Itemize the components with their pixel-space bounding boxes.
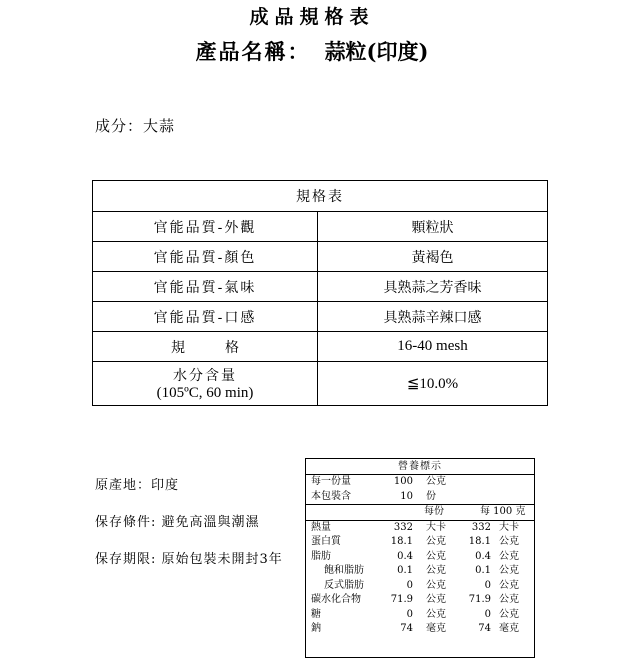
per-serving-value: 0	[406, 608, 413, 620]
moisture-label: 水分含量	[173, 368, 237, 384]
per-100g-value: 0	[484, 608, 491, 620]
per-serving-unit: 公克	[426, 608, 446, 620]
origin-line: 原產地：印度	[95, 478, 180, 493]
spec-table-caption: 規格表	[93, 181, 548, 212]
spec-value: 16-40 mesh	[318, 332, 548, 362]
per-100g-value: 71.9	[468, 594, 491, 605]
spec-row	[93, 212, 548, 242]
shelf-life-line: 保存期限: 原始包裝未開封3年	[95, 552, 283, 567]
serving-size-unit: 公克	[426, 476, 446, 487]
per-100g-value: 18.1	[468, 536, 491, 547]
per-serving-value: 332	[393, 521, 413, 533]
per-100g-unit: 公克	[499, 594, 519, 605]
servings-row	[306, 490, 534, 506]
ingredients-line: 成分：大蒜	[95, 117, 176, 135]
nutrition-rows	[306, 521, 534, 637]
per-serving-value: 18.1	[390, 536, 413, 547]
spec-value: 黃褐色	[318, 242, 548, 272]
per-serving-unit: 公克	[426, 579, 446, 591]
per-serving-unit: 毫克	[426, 623, 446, 634]
spec-row	[93, 272, 548, 302]
spec-value: 具熟蒜辛辣口感	[318, 302, 548, 332]
nutrient-name: 熱量	[311, 521, 331, 533]
spec-row	[93, 302, 548, 332]
nutrition-row	[306, 564, 534, 579]
serving-size-label: 每一份量	[311, 476, 351, 487]
per-serving-value: 71.9	[390, 594, 413, 605]
spec-item: 官能品質-外觀	[93, 212, 318, 242]
per-100g-value: 0.4	[475, 550, 491, 562]
nutrient-name: 糖	[311, 608, 321, 620]
nutrition-column-header	[306, 505, 534, 521]
per-serving-unit: 公克	[426, 550, 446, 562]
per-serving-value: 0.1	[397, 565, 413, 576]
serving-size-value: 100	[393, 476, 413, 487]
nutrition-title: 營養標示	[306, 459, 534, 475]
per-serving-unit: 公克	[426, 565, 446, 576]
nutrition-row	[306, 521, 534, 536]
servings-unit: 份	[426, 490, 436, 502]
moisture-value: ≦10.0%	[318, 362, 548, 406]
nutrition-row	[306, 550, 534, 565]
moisture-cell	[93, 362, 318, 406]
nutrient-name: 脂肪	[311, 550, 331, 562]
nutrition-row	[306, 608, 534, 623]
spec-row-moisture	[93, 362, 548, 406]
nutrition-row	[306, 579, 534, 594]
spec-item: 官能品質-顏色	[93, 242, 318, 272]
nutrition-row	[306, 593, 534, 608]
spec-value: 具熟蒜之芳香味	[318, 272, 548, 302]
per-100g-unit: 公克	[499, 536, 519, 547]
nutrient-name: 飽和脂肪	[324, 565, 364, 576]
moisture-condition: (105ºC, 60 min)	[156, 385, 254, 401]
per-100g-header: 每 100 克	[480, 506, 526, 517]
per-serving-unit: 大卡	[426, 521, 446, 533]
nutrient-name: 蛋白質	[311, 536, 341, 547]
per-serving-value: 0.4	[397, 550, 413, 562]
nutrient-name: 碳水化合物	[311, 594, 361, 605]
per-100g-value: 74	[478, 623, 491, 634]
product-name: 蒜粒(印度)	[324, 39, 429, 64]
nutrient-name: 鈉	[311, 623, 321, 634]
spec-item: 規格	[171, 339, 279, 356]
storage-line: 保存條件: 避免高溫與潮濕	[95, 515, 260, 530]
spec-item: 官能品質-口感	[93, 302, 318, 332]
document-title: 成品規格表	[249, 6, 375, 28]
product-name-label: 產品名稱：	[195, 39, 311, 64]
servings-label: 本包裝含	[311, 490, 351, 502]
nutrient-name: 反式脂肪	[324, 579, 364, 591]
per-100g-unit: 公克	[499, 550, 519, 562]
per-100g-unit: 公克	[499, 579, 519, 591]
per-100g-unit: 公克	[499, 565, 519, 576]
per-serving-unit: 公克	[426, 536, 446, 547]
nutrition-panel	[305, 458, 535, 658]
per-100g-unit: 公克	[499, 608, 519, 620]
per-100g-value: 0	[484, 579, 491, 591]
serving-size-row	[306, 475, 534, 490]
per-100g-unit: 大卡	[499, 521, 519, 533]
nutrition-row	[306, 622, 534, 637]
spec-table	[92, 180, 548, 406]
per-serving-unit: 公克	[426, 594, 446, 605]
per-serving-value: 0	[406, 579, 413, 591]
spec-item: 官能品質-氣味	[93, 272, 318, 302]
spec-row	[93, 242, 548, 272]
spec-value: 顆粒狀	[318, 212, 548, 242]
nutrition-row	[306, 535, 534, 550]
per-100g-value: 332	[471, 521, 491, 533]
per-100g-value: 0.1	[475, 565, 491, 576]
product-heading	[0, 36, 624, 66]
spec-row	[93, 332, 548, 362]
per-100g-unit: 毫克	[499, 623, 519, 634]
per-serving-header: 每份	[424, 506, 444, 517]
servings-value: 10	[400, 490, 413, 502]
per-serving-value: 74	[400, 623, 413, 634]
